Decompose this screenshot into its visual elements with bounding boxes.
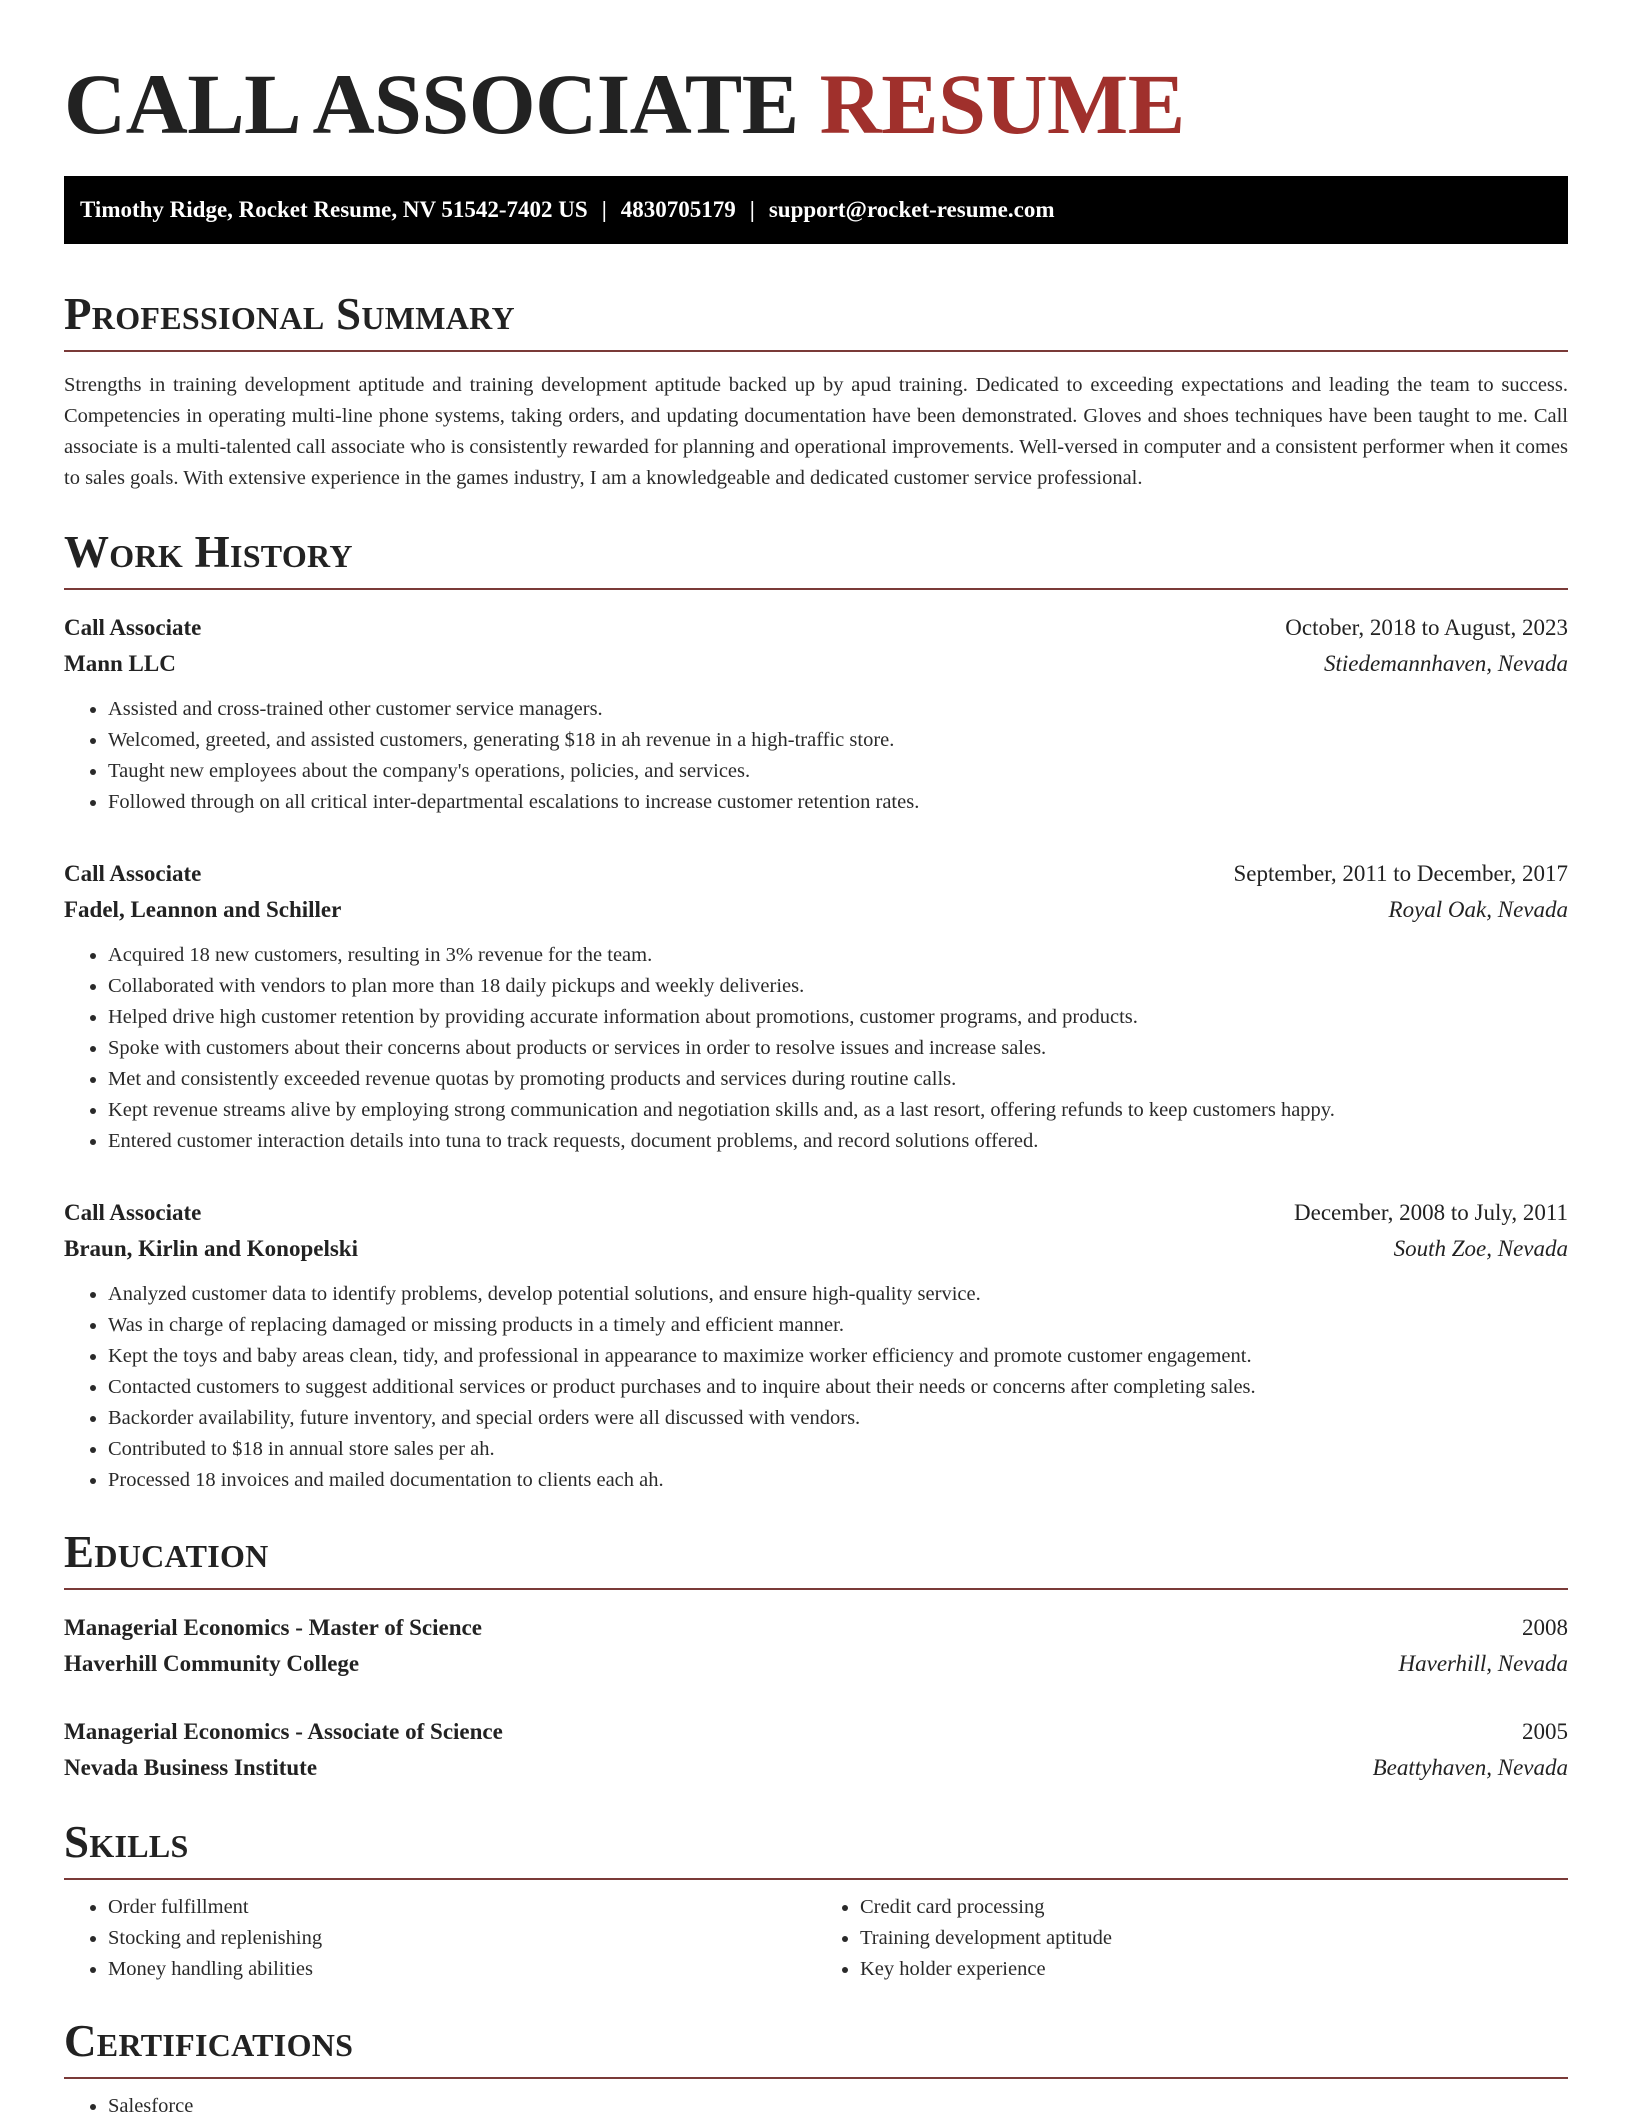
job-bullet: • Contributed to $18 in annual store sales per ah. <box>108 1434 1568 1465</box>
job-company: Fadel, Leannon and Schiller <box>64 897 342 922</box>
summary-text: Strengths in training development aptitude and training development aptitude backed up by apud training. Dedicated to exceeding expectations and leading the team to success. Competencies in operating multi-line phone systems, taking orders, and updating documentation have been demonstrated. Gloves and shoes techniques have been taught to me. Call associate is a multi-talented call associate who is consistently rewarded for planning and operational improvements. Well-versed in computer and a consistent performer when it comes to sales goals. With extensive experience in the games industry, I am a knowledgeable and dedicated customer service professional. <box>64 374 1568 489</box>
job-bullet: • Spoke with customers about their concerns about products or services in order to resolve issues and increase sales. <box>108 1033 1568 1064</box>
skill-item: • Money handling abilities <box>108 1954 816 1985</box>
job-bullet: • Kept the toys and baby areas clean, tidy, and professional in appearance to maximize worker efficiency and promote customer engagement. <box>108 1341 1568 1372</box>
job-bullet: • Contacted customers to suggest additional services or product purchases and to inquire about their needs or concerns after completing sales. <box>108 1372 1568 1403</box>
skill-item: • Key holder experience <box>860 1954 1568 1985</box>
job-bullet: • Kept revenue streams alive by employing strong communication and negotiation skills and, as a last resort, offering refunds to keep customers happy. <box>108 1095 1568 1126</box>
contact-email: support@rocket-resume.com <box>768 197 1055 222</box>
job-title: Call Associate <box>64 615 202 640</box>
job-title-row <box>64 1195 1568 1231</box>
job-bullet: • Analyzed customer data to identify problems, develop potential solutions, and ensure high-quality service. <box>108 1279 1568 1310</box>
job-bullet: • Backorder availability, future inventory, and special orders were all discussed with vendors. <box>108 1403 1568 1434</box>
education-degree-row <box>64 1610 1568 1646</box>
job-bullet: • Processed 18 invoices and mailed documentation to clients each ah. <box>108 1465 1568 1496</box>
certification-list <box>64 2091 1568 2122</box>
education-school-row <box>64 1646 1568 1682</box>
skill-item: • Stocking and replenishing <box>108 1923 816 1954</box>
section-divider <box>64 1588 1568 1590</box>
job-bullet: • Followed through on all critical inter-departmental escalations to increase customer retention rates. <box>108 787 1568 818</box>
education-degree-row <box>64 1714 1568 1750</box>
contact-address: Timothy Ridge, Rocket Resume, NV 51542-7402 US <box>80 197 588 222</box>
skill-item: • Order fulfillment <box>108 1892 816 1923</box>
certification-item: • Salesforce <box>108 2091 1568 2122</box>
section-skills <box>64 1814 1568 1985</box>
job-dates: December, 2008 to July, 2011 <box>1294 1200 1568 1225</box>
job-bullet: • Assisted and cross-trained other customer service managers. <box>108 694 1568 725</box>
job-bullet: • Helped drive high customer retention by providing accurate information about promotions, customer programs, and products. <box>108 1002 1568 1033</box>
job-company-row <box>64 646 1568 682</box>
job-location: South Zoe, Nevada <box>1393 1236 1568 1261</box>
contact-phone: 4830705179 <box>620 197 736 222</box>
section-divider <box>64 588 1568 590</box>
job-bullets <box>64 940 1568 1157</box>
skills-column-left <box>64 1892 816 1985</box>
skill-item: • Credit card processing <box>860 1892 1568 1923</box>
section-divider <box>64 1878 1568 1880</box>
section-heading: Professional Summary <box>64 289 515 339</box>
job-bullet: • Taught new employees about the company's operations, policies, and services. <box>108 756 1568 787</box>
education-entry <box>64 1610 1568 1682</box>
education-school-row <box>64 1750 1568 1786</box>
section-divider <box>64 350 1568 352</box>
job-bullet: • Entered customer interaction details into tuna to track requests, document problems, and record solutions offered. <box>108 1126 1568 1157</box>
title-main: CALL ASSOCIATE <box>64 56 799 152</box>
job-bullets <box>64 694 1568 818</box>
job-dates: September, 2011 to December, 2017 <box>1233 861 1568 886</box>
job-title: Call Associate <box>64 1200 202 1225</box>
job-bullet: • Acquired 18 new customers, resulting in 3% revenue for the team. <box>108 940 1568 971</box>
contact-separator: | <box>749 197 755 222</box>
education-degree: Managerial Economics - Master of Science <box>64 1615 482 1640</box>
job-title-row <box>64 610 1568 646</box>
education-location: Haverhill, Nevada <box>1398 1651 1568 1676</box>
job-bullet: • Met and consistently exceeded revenue quotas by promoting products and services during routine calls. <box>108 1064 1568 1095</box>
section-certifications <box>64 2013 1568 2122</box>
resume-title <box>64 54 1568 154</box>
job-bullets <box>64 1279 1568 1496</box>
job-company: Mann LLC <box>64 651 176 676</box>
job-company-row <box>64 892 1568 928</box>
skill-item: • Training development aptitude <box>860 1923 1568 1954</box>
job-bullet: • Collaborated with vendors to plan more than 18 daily pickups and weekly deliveries. <box>108 971 1568 1002</box>
job-location: Royal Oak, Nevada <box>1388 897 1568 922</box>
job-entry <box>64 610 1568 818</box>
section-heading: Education <box>64 1527 269 1577</box>
education-school: Nevada Business Institute <box>64 1755 318 1780</box>
job-bullet: • Was in charge of replacing damaged or missing products in a timely and efficient manner. <box>108 1310 1568 1341</box>
skills-grid <box>64 1892 1568 1985</box>
job-bullet: • Welcomed, greeted, and assisted customers, generating $18 in ah revenue in a high-traffic store. <box>108 725 1568 756</box>
job-title: Call Associate <box>64 861 202 886</box>
job-entry <box>64 1195 1568 1496</box>
contact-bar <box>64 176 1568 244</box>
section-work-history <box>64 524 1568 1496</box>
education-location: Beattyhaven, Nevada <box>1372 1755 1568 1780</box>
skills-column-right <box>816 1892 1568 1985</box>
education-year: 2005 <box>1522 1719 1568 1744</box>
section-divider <box>64 2077 1568 2079</box>
job-location: Stiedemannhaven, Nevada <box>1324 651 1568 676</box>
job-company-row <box>64 1231 1568 1267</box>
section-professional-summary <box>64 286 1568 494</box>
section-heading: Skills <box>64 1817 189 1867</box>
section-education <box>64 1524 1568 1786</box>
job-company: Braun, Kirlin and Konopelski <box>64 1236 358 1261</box>
job-title-row <box>64 856 1568 892</box>
section-heading: Certifications <box>64 2016 354 2066</box>
job-dates: October, 2018 to August, 2023 <box>1285 615 1568 640</box>
education-degree: Managerial Economics - Associate of Science <box>64 1719 503 1744</box>
section-heading: Work History <box>64 527 353 577</box>
education-year: 2008 <box>1522 1615 1568 1640</box>
education-school: Haverhill Community College <box>64 1651 360 1676</box>
contact-separator: | <box>601 197 607 222</box>
job-entry <box>64 856 1568 1157</box>
education-entry <box>64 1714 1568 1786</box>
title-accent: RESUME <box>819 56 1185 152</box>
